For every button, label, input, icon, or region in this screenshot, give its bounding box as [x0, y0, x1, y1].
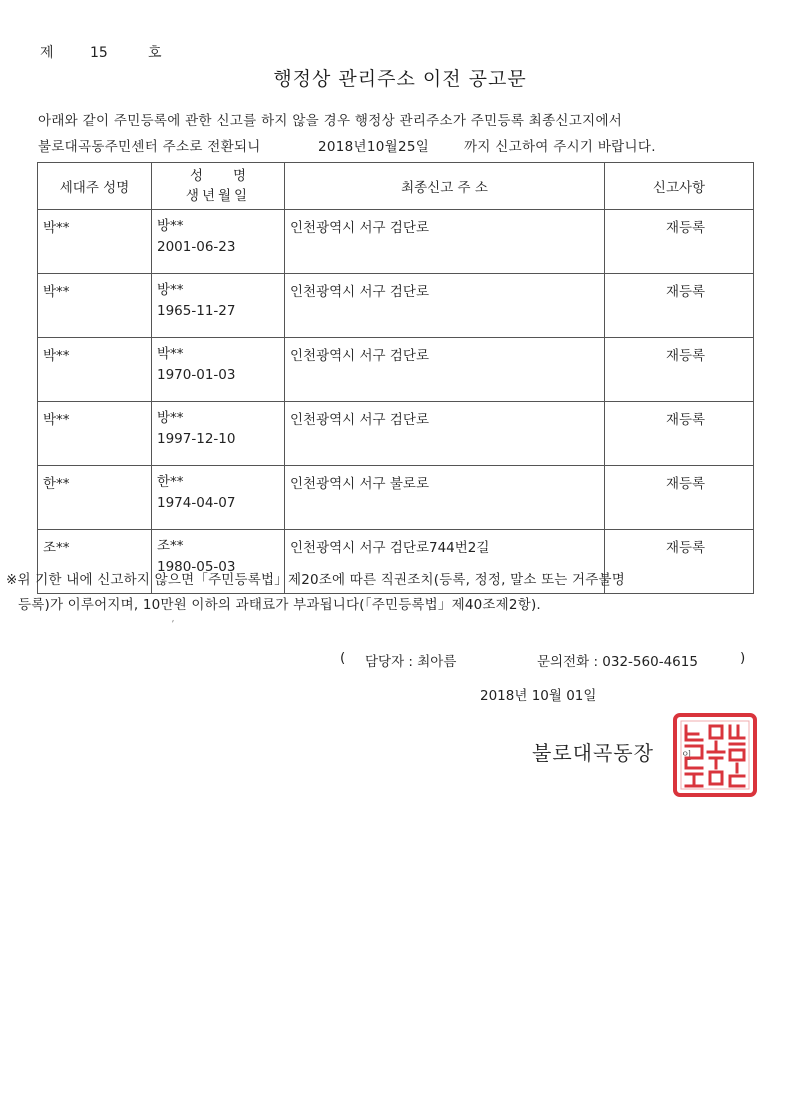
- notice-title: 행정상 관리주소 이전 공고문: [273, 68, 527, 90]
- document-number: [40, 42, 162, 62]
- table-row: [38, 210, 754, 274]
- report-type-cell: 재등록: [605, 274, 754, 338]
- header-address: 최종신고 주 소: [285, 163, 605, 210]
- person-name: 한**: [157, 474, 184, 490]
- table-row: [38, 274, 754, 338]
- deadline-date: 2018년10월25일: [318, 139, 430, 155]
- name-birth-cell: [152, 402, 285, 466]
- person-name: 조**: [157, 538, 184, 554]
- table-row: [38, 402, 754, 466]
- report-type-cell: 재등록: [605, 402, 754, 466]
- household-head-cell: 박**: [38, 402, 152, 466]
- table-header-row: [38, 163, 754, 210]
- address-cell: 인천광역시 서구 검단로: [285, 402, 605, 466]
- birth-date: 1974-04-07: [157, 495, 236, 511]
- address-cell: 인천광역시 서구 검단로744번2길: [285, 530, 605, 594]
- address-cell: 인천광역시 서구 검단로: [285, 210, 605, 274]
- intro-line-2-start: 불로대곡동주민센터 주소로 전환되니: [38, 139, 261, 155]
- doc-number-value: 15: [90, 45, 108, 61]
- person-name: 방**: [157, 282, 184, 298]
- header-report-type: 신고사항: [605, 163, 754, 210]
- legal-note-line-1: ※위 기한 내에 신고하지 않으면「주민등록법」제20조에 따른 직권조치(등록, 정정, 말소 또는 거주불명: [6, 572, 626, 588]
- contact-close-paren: ): [740, 650, 746, 666]
- report-type-cell: 재등록: [605, 530, 754, 594]
- official-seal-stamp: [672, 712, 758, 798]
- household-head-cell: 박**: [38, 338, 152, 402]
- header-birthdate: 생년월일: [185, 188, 251, 204]
- report-type-cell: 재등록: [605, 210, 754, 274]
- birth-date: 1997-12-10: [157, 431, 236, 447]
- name-birth-cell: [152, 338, 285, 402]
- birth-date: 2001-06-23: [157, 239, 236, 255]
- name-birth-cell: [152, 466, 285, 530]
- table-row: [38, 466, 754, 530]
- contact-open-paren: (: [340, 650, 346, 666]
- doc-number-prefix: 제: [40, 45, 54, 61]
- stray-mark: ˊ: [169, 619, 180, 632]
- contact-phone: 문의전화 : 032-560-4615: [537, 654, 698, 670]
- legal-note-line-2: 등록)가 이루어지며, 10만원 이하의 과태료가 부과됩니다(「주민등록법」제40조제2항).: [18, 597, 541, 613]
- header-name: 성명: [189, 168, 277, 184]
- issue-date: 2018년 10월 01일: [480, 688, 597, 704]
- household-head-cell: 박**: [38, 274, 152, 338]
- intro-line-2-end: 까지 신고하여 주시기 바랍니다.: [464, 139, 656, 155]
- address-cell: 인천광역시 서구 불로로: [285, 466, 605, 530]
- header-name-birth: [152, 163, 285, 210]
- birth-date: 1980-05-03: [157, 559, 236, 575]
- name-birth-cell: [152, 210, 285, 274]
- name-birth-cell: [152, 274, 285, 338]
- household-head-cell: 조**: [38, 530, 152, 594]
- table-row: [38, 338, 754, 402]
- signer-title: 불로대곡동장: [532, 741, 654, 765]
- household-head-cell: 한**: [38, 466, 152, 530]
- household-head-cell: 박**: [38, 210, 152, 274]
- notice-table: [37, 162, 754, 594]
- person-name: 방**: [157, 410, 184, 426]
- person-name: 방**: [157, 218, 184, 234]
- report-type-cell: 재등록: [605, 338, 754, 402]
- birth-date: 1965-11-27: [157, 303, 236, 319]
- contact-person: 담당자 : 최아름: [365, 654, 457, 670]
- address-cell: 인천광역시 서구 검단로: [285, 338, 605, 402]
- intro-line-1: 아래와 같이 주민등록에 관한 신고를 하지 않을 경우 행정상 관리주소가 주민등록 최종신고지에서: [38, 113, 623, 129]
- person-name: 박**: [157, 346, 184, 362]
- signer-seal-mark: 인: [682, 751, 692, 762]
- report-type-cell: 재등록: [605, 466, 754, 530]
- header-household-head: 세대주 성명: [38, 163, 152, 210]
- doc-number-suffix: 호: [148, 45, 162, 61]
- address-cell: 인천광역시 서구 검단로: [285, 274, 605, 338]
- birth-date: 1970-01-03: [157, 367, 236, 383]
